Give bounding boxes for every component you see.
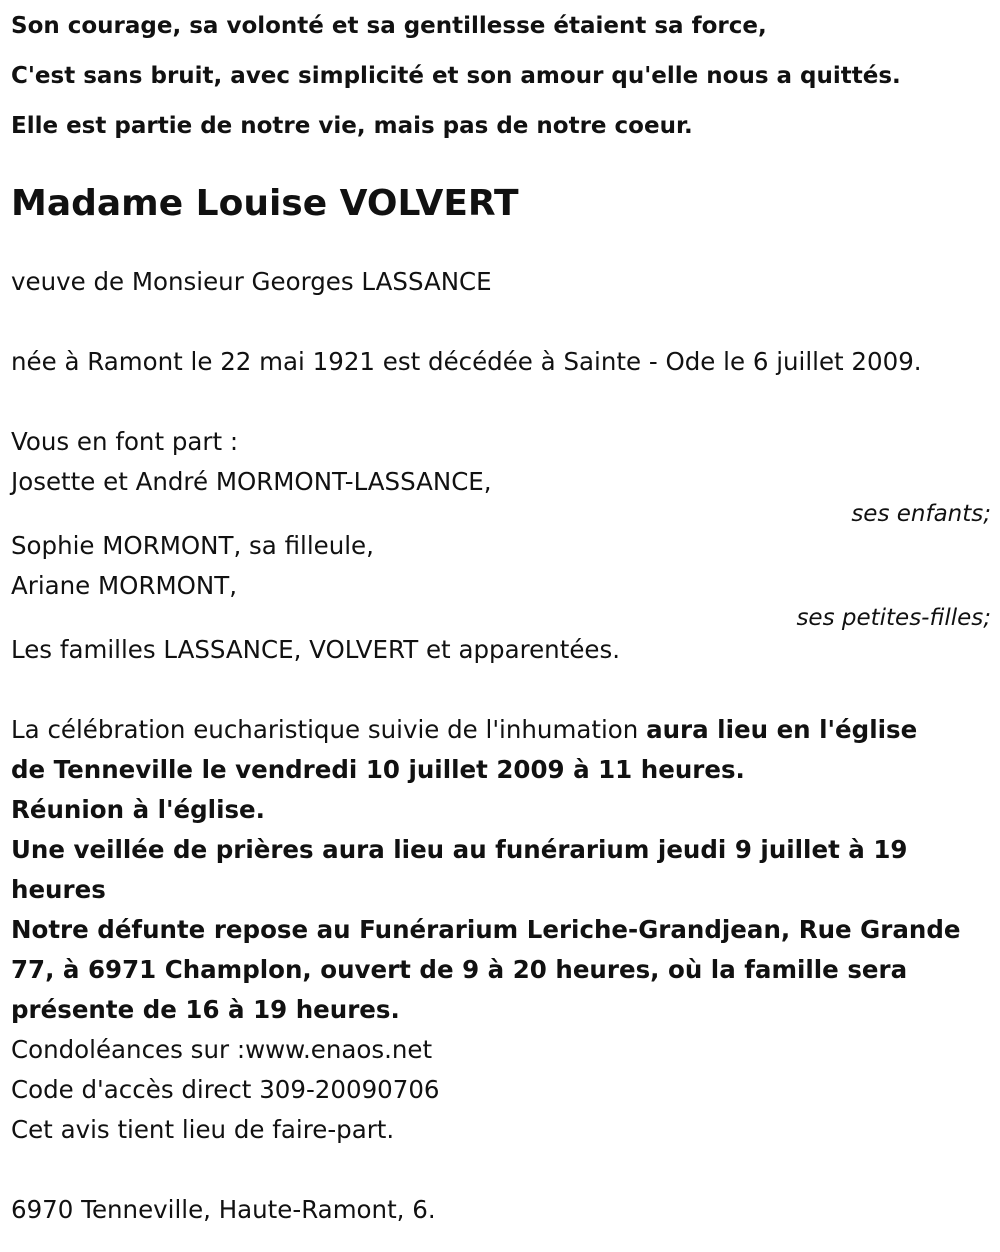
ceremony-line-6: Notre défunte repose au Funérarium Leriche-Grandjean, Rue Grande	[11, 915, 961, 944]
notice-line: Cet avis tient lieu de faire-part.	[11, 1115, 395, 1144]
intro-line-1: Son courage, sa volonté et sa gentillesse étaient sa force,	[11, 13, 767, 39]
ceremony-line-3: Réunion à l'église.	[11, 795, 265, 824]
children-label: ses enfants;	[851, 501, 991, 527]
ceremony-line-1-normal: La célébration eucharistique suivie de l'inhumation	[11, 715, 647, 744]
birth-death-line: née à Ramont le 22 mai 1921 est décédée à Sainte - Ode le 6 juillet 2009.	[11, 347, 922, 376]
ceremony-line-2: de Tenneville le vendredi 10 juillet 2009 à 11 heures.	[11, 755, 745, 784]
family-section	[11, 422, 1000, 670]
ceremony-line-1-bold: aura lieu en l'église	[646, 715, 918, 744]
intro-line-3: Elle est partie de notre vie, mais pas de notre coeur.	[11, 113, 693, 139]
ceremony-line-7: 77, à 6971 Champlon, ouvert de 9 à 20 heures, où la famille sera	[11, 955, 908, 984]
address-line: 6970 Tenneville, Haute-Ramont, 6.	[11, 1195, 436, 1224]
contact-section	[11, 1030, 1000, 1150]
grandchild-1: Sophie MORMONT, sa filleule,	[11, 531, 374, 560]
children-line: Josette et André MORMONT-LASSANCE,	[11, 467, 492, 496]
other-families: Les familles LASSANCE, VOLVERT et apparentées.	[11, 635, 621, 664]
family-intro: Vous en font part :	[11, 427, 239, 456]
grandchildren-label: ses petites-filles;	[796, 605, 991, 631]
ceremony-line-8: présente de 16 à 19 heures.	[11, 995, 400, 1024]
deceased-name: Madame Louise VOLVERT	[11, 183, 519, 224]
ceremony-line-4: Une veillée de prières aura lieu au funérarium jeudi 9 juillet à 19	[11, 835, 908, 864]
spouse-line: veuve de Monsieur Georges LASSANCE	[11, 267, 492, 296]
ceremony-section	[11, 710, 1000, 1030]
grandchild-2: Ariane MORMONT,	[11, 571, 237, 600]
condolences-line: Condoléances sur :www.enaos.net	[11, 1035, 433, 1064]
intro-verse	[11, 0, 1000, 151]
intro-line-2: C'est sans bruit, avec simplicité et son amour qu'elle nous a quittés.	[11, 63, 901, 89]
ceremony-line-5: heures	[11, 875, 106, 904]
access-code-line: Code d'accès direct 309-20090706	[11, 1075, 440, 1104]
ceremony-line-1	[11, 710, 1000, 750]
